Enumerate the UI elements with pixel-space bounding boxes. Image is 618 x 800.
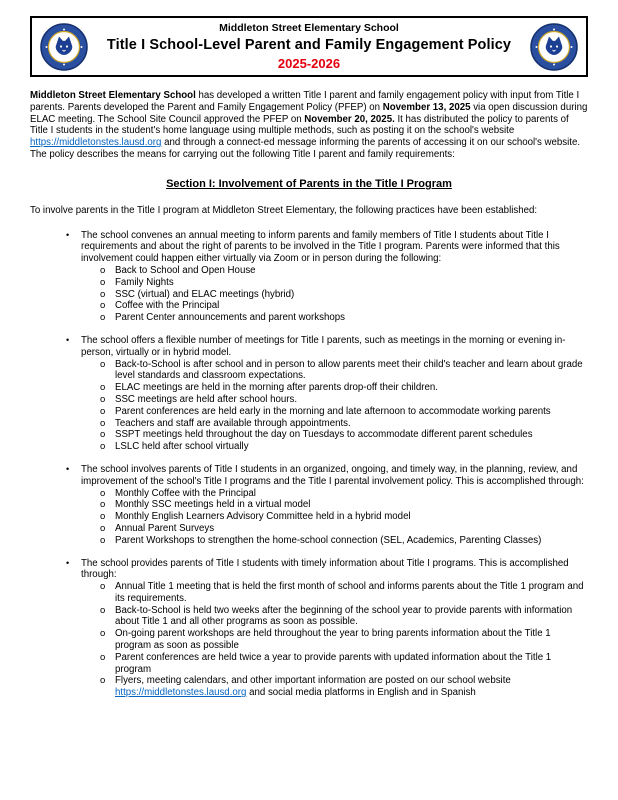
bullet-text: The school provides parents of Title I students with timely information about Title I programs. This is accomplished through: [81, 557, 569, 581]
sub-bullet-item [100, 628, 588, 652]
text-segment: It has distributed the policy to parents of Title I students in the student's home language using multiple methods, such as posting it on the school's website [30, 113, 569, 137]
sub-bullet-marker: o [100, 405, 106, 417]
sub-bullet-item [100, 359, 588, 383]
bullet-text: The school involves parents of Title I students in an organized, ongoing, and timely way, in the planning, review, and improvement of the school's Title I programs and the Title I parental involvement policy. This is accomplished through: [81, 463, 584, 487]
sub-bullet-item [100, 441, 588, 453]
sub-bullet-text: Back-to-School is after school and in person to allow parents meet their child's teacher and learn about grade level standards and classroom expectations. [115, 358, 583, 382]
school-seal-right-icon [530, 23, 578, 71]
intro-paragraph [30, 90, 588, 161]
sub-bullet-marker: o [100, 264, 106, 276]
sub-bullet-item [100, 488, 588, 500]
bullet-row [66, 464, 588, 488]
sub-bullet-item [100, 406, 588, 418]
school-seal-left-icon [40, 23, 88, 71]
sub-bullet-item [100, 523, 588, 535]
sub-bullet-item [100, 277, 588, 289]
sub-bullet-marker: o [100, 604, 106, 616]
section-heading: Section I: Involvement of Parents in the Title I Program [166, 177, 452, 190]
text-segment: has developed a written Title I parent and family engagement policy with input from Title I parents. Parents developed the Parent and Family Engagement Policy (PFEP) on [30, 90, 580, 113]
school-name: Middleton Street Elementary School [219, 22, 399, 34]
sub-bullet-text: Parent conferences are held early in the morning and late afternoon to accommodate working parents [115, 405, 551, 417]
text-segment: and social media platforms in English and in Spanish [246, 687, 476, 699]
sub-bullet-marker: o [100, 534, 106, 546]
sub-bullet-marker: o [100, 675, 106, 687]
sub-bullet-text: Family Nights [115, 276, 174, 288]
sub-bullet-item [100, 581, 588, 605]
sub-bullet-item [100, 312, 588, 324]
sub-bullet-text: Coffee with the Principal [115, 300, 220, 312]
sub-bullet-text: Monthly English Learners Advisory Committee held in a hybrid model [115, 511, 411, 523]
practices-list [30, 230, 588, 699]
sub-bullet-marker: o [100, 628, 106, 640]
sub-bullet-marker: o [100, 487, 106, 499]
sub-bullet-item [100, 418, 588, 430]
text-segment: November 20, 2025. [304, 113, 395, 125]
bullet-text: The school convenes an annual meeting to inform parents and family members of Title I students about Title I requirements and about the right of parents to be involved in the Title I program. Parents were informed that this involvement could happen either virtually via Zoom or in person during the following: [81, 229, 560, 265]
sub-bullet-text: ELAC meetings are held in the morning after parents drop-off their children. [115, 382, 438, 394]
sub-bullet-text: Monthly SSC meetings held in a virtual model [115, 499, 311, 511]
school-year: 2025-2026 [277, 56, 341, 71]
text-segment: Flyers, meeting calendars, and other important information are posted on our school website [115, 675, 511, 687]
sub-bullet-text: Teachers and staff are available through appointments. [115, 417, 351, 429]
sub-bullet-item [100, 300, 588, 312]
sub-bullet-marker: o [100, 499, 106, 511]
header-title-block [88, 22, 530, 71]
sub-bullet-marker: o [100, 441, 106, 453]
sub-bullet-item [100, 265, 588, 277]
sub-bullet-text: Parent Center announcements and parent workshops [115, 312, 345, 324]
sub-bullet-marker: o [100, 511, 106, 523]
bullet-item [30, 335, 588, 453]
bullet-row [66, 558, 588, 582]
sub-bullet-text: On-going parent workshops are held throughout the year to bring parents information about the Title 1 program as soon as possible [115, 628, 551, 652]
sub-bullet-text: Annual Title 1 meeting that is held the first month of school and informs parents about the Title 1 program and its requirements. [115, 581, 584, 604]
sub-bullet-text: SSC (virtual) and ELAC meetings (hybrid) [115, 288, 295, 300]
sub-bullet-marker: o [100, 393, 106, 405]
sub-bullet-marker: o [100, 522, 106, 534]
text-segment: Middleton Street Elementary School [30, 90, 196, 101]
sub-bullet-marker: o [100, 312, 106, 324]
text-segment: and through a connect-ed message informing the parents of accessing it on our school's website. The policy describes the means for carrying out the following Title I parent and family requirements: [30, 137, 581, 160]
sub-bullet-marker: o [100, 300, 106, 312]
sub-bullet-text: SSC meetings are held after school hours. [115, 393, 298, 405]
school-website-link[interactable]: https://middletonstes.lausd.org [115, 687, 247, 699]
bullet-text: The school offers a flexible number of meetings for Title I parents, such as meetings in the morning or evening in-person, virtually or in hybrid model. [81, 334, 566, 358]
sub-bullet-text: Monthly Coffee with the Principal [115, 487, 256, 499]
sub-bullet-item [100, 511, 588, 523]
bullet-row [66, 335, 588, 359]
bullet-marker: • [66, 229, 70, 240]
sub-bullet-item [100, 675, 588, 699]
sub-bullet-item [100, 499, 588, 511]
sub-bullet-text: Back to School and Open House [115, 264, 256, 276]
sub-bullet-marker: o [100, 382, 106, 394]
sub-bullet-item [100, 605, 588, 629]
sub-bullet-text: Back-to-School is held two weeks after the beginning of the school year to provide parents with information about Title 1 and all other programs as soon as possible. [115, 604, 573, 628]
sub-bullet-item [100, 652, 588, 676]
school-website-link[interactable]: https://middletonstes.lausd.org [30, 137, 162, 149]
sub-bullet-item [100, 382, 588, 394]
bullet-item [30, 558, 588, 700]
bullet-item [30, 464, 588, 547]
sub-bullet-text: Parent Workshops to strengthen the home-school connection (SEL, Academics, Parenting Classes) [115, 534, 542, 546]
sub-bullet-marker: o [100, 288, 106, 300]
bullet-marker: • [66, 463, 70, 474]
text-segment: via open discussion during ELAC meeting. The School Site Council approved the PFEP on [30, 101, 588, 125]
bullet-marker: • [66, 557, 70, 568]
sub-bullet-marker: o [100, 276, 106, 288]
document-title: Title I School-Level Parent and Family Engagement Policy [106, 37, 512, 53]
document-header [30, 16, 588, 77]
sub-bullet-marker: o [100, 651, 106, 663]
sub-bullet-marker: o [100, 417, 106, 429]
sub-bullet-marker: o [100, 429, 106, 441]
sub-bullet-item [100, 394, 588, 406]
sub-bullet-item [100, 429, 588, 441]
sub-bullet-item [100, 289, 588, 301]
sub-bullet-text: Parent conferences are held twice a year to provide parents with updated information about the Title 1 program [115, 651, 552, 675]
text-segment: November 13, 2025 [382, 101, 471, 113]
bullet-row [66, 230, 588, 265]
sub-bullet-item [100, 535, 588, 547]
sub-bullet-marker: o [100, 581, 106, 593]
bullet-marker: • [66, 334, 70, 345]
sub-bullet-text: SSPT meetings held throughout the day on Tuesdays to accommodate different parent schedules [115, 429, 533, 441]
sub-bullet-text: LSLC held after school virtually [115, 441, 249, 453]
sub-bullet-marker: o [100, 358, 106, 370]
section-lead-paragraph: To involve parents in the Title I program at Middleton Street Elementary, the following practices have been established: [30, 204, 538, 216]
sub-bullet-text [115, 675, 588, 699]
bullet-item [30, 230, 588, 324]
sub-bullet-text: Annual Parent Surveys [115, 522, 215, 534]
